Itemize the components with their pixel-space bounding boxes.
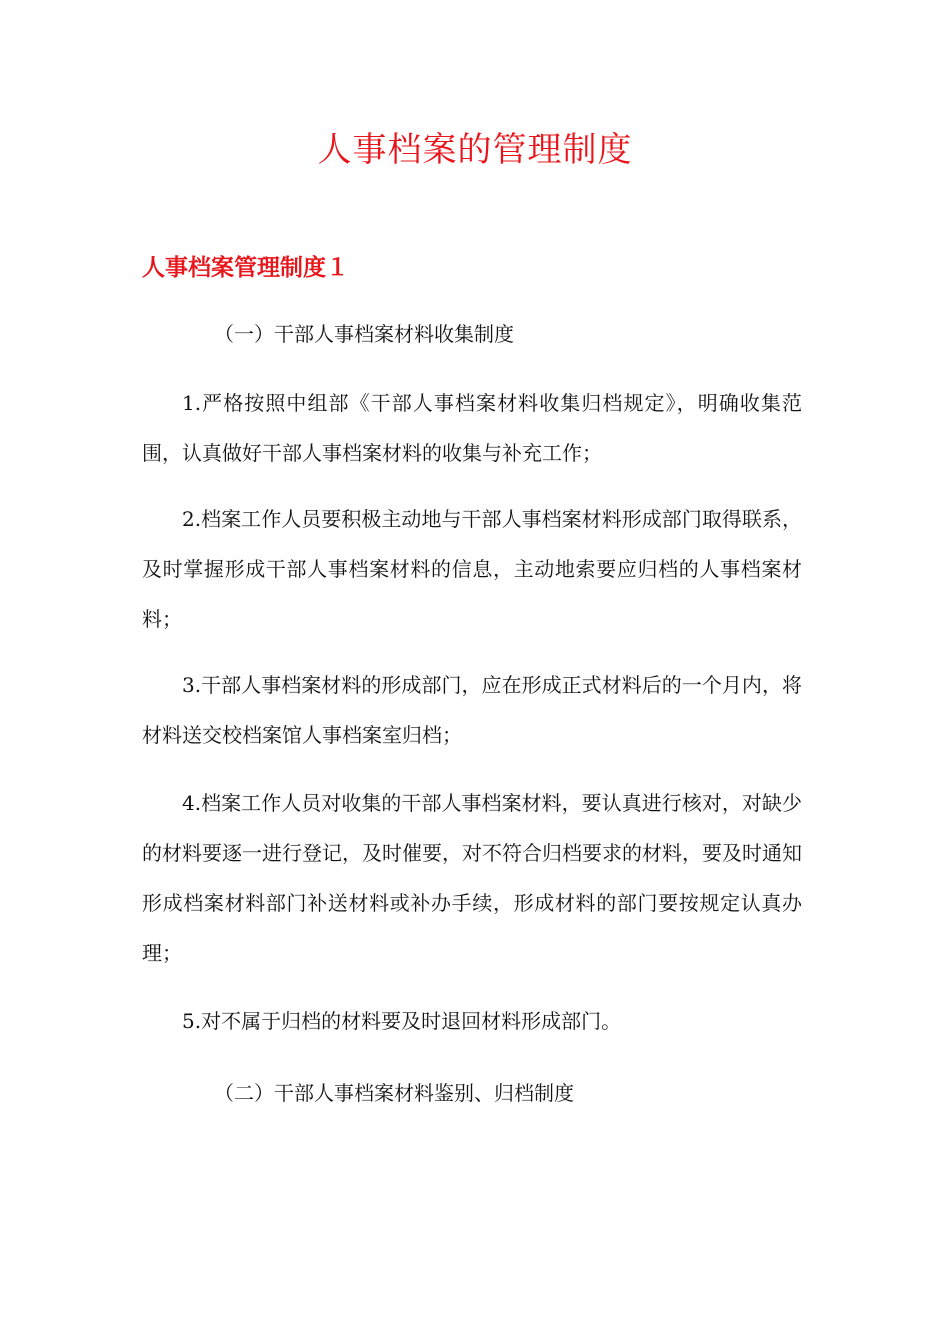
paragraph-item-4: 4.档案工作人员对收集的干部人事档案材料，要认真进行核对，对缺少的材料要逐一进行登记，及时催要，对不符合归档要求的材料，要及时通知形成档案材料部门补送材料或补办手续，形成材料的部门要按规定认真办理； (142, 791, 802, 965)
section-heading: 人事档案管理制度１ (142, 255, 349, 281)
paragraph-item-2: 2.档案工作人员要积极主动地与干部人事档案材料形成部门取得联系，及时掌握形成干部人事档案材料的信息，主动地索要应归档的人事档案材料； (142, 507, 802, 631)
paragraph-item-1: 1.严格按照中组部《干部人事档案材料收集归档规定》，明确收集范围，认真做好干部人事档案材料的收集与补充工作； (142, 391, 802, 465)
document-title: 人事档案的管理制度 (317, 130, 633, 170)
subheading-appraisal: （二）干部人事档案材料鉴别、归档制度 (214, 1081, 574, 1105)
paragraph-item-3: 3.干部人事档案材料的形成部门，应在形成正式材料后的一个月内，将材料送交校档案馆人事档案室归档； (142, 673, 802, 747)
paragraph-item-5: 5.对不属于归档的材料要及时退回材料形成部门。 (182, 1009, 622, 1033)
subheading-collection: （一）干部人事档案材料收集制度 (214, 322, 514, 346)
